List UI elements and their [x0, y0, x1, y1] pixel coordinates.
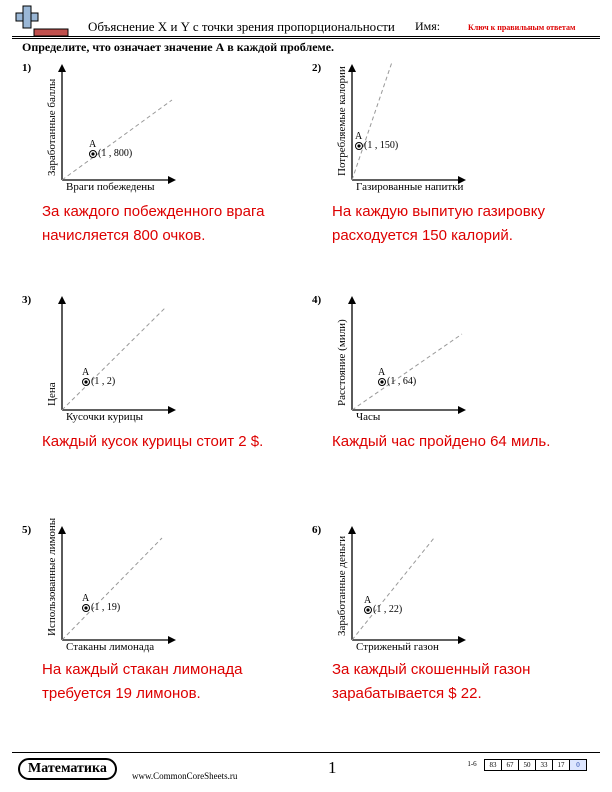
- site-url: www.CommonCoreSheets.ru: [132, 771, 238, 781]
- y-axis-label: Потребляемые калории: [336, 66, 348, 176]
- name-label: Имя:: [415, 19, 441, 33]
- point-coordinates: (1 , 19): [91, 602, 121, 613]
- score-cell: 33: [535, 759, 553, 771]
- x-axis-arrow: [458, 406, 466, 414]
- instruction-text: Определите, что означает значение А в каждой проблеме.: [22, 40, 335, 54]
- y-axis-arrow: [58, 64, 66, 72]
- point-a-label: A: [82, 367, 90, 378]
- score-cell: 17: [552, 759, 570, 771]
- x-axis-label: Кусочки курицы: [66, 411, 143, 423]
- problem-3: [22, 294, 312, 504]
- problem-number: 3): [22, 294, 32, 306]
- proportional-line: [62, 100, 172, 180]
- problem-number: 4): [312, 294, 322, 306]
- y-axis-arrow: [348, 64, 356, 72]
- point-a-dot: [84, 606, 87, 609]
- proportional-line: [352, 538, 434, 640]
- point-coordinates: (1 , 150): [364, 140, 399, 151]
- point-coordinates: (1 , 22): [373, 604, 403, 615]
- answer-text: За каждый скошенный газон зарабатывается $ 22.: [332, 661, 531, 702]
- score-cell: 67: [501, 759, 519, 771]
- answer-text: На каждый стакан лимонада требуется 19 лимонов.: [42, 661, 243, 702]
- y-axis-arrow: [58, 526, 66, 534]
- point-a-label: A: [378, 367, 386, 378]
- problem-5: [22, 517, 312, 734]
- problem-6: [312, 524, 602, 734]
- y-axis-arrow: [348, 296, 356, 304]
- proportional-line: [352, 334, 462, 410]
- y-axis-arrow: [58, 296, 66, 304]
- score-cell: 0: [569, 759, 587, 771]
- point-a-dot: [357, 144, 360, 147]
- answer-text: На каждую выпитую газировку расходуется 150 калорий.: [332, 203, 545, 244]
- point-a-label: A: [82, 593, 90, 604]
- x-axis-label: Стриженый газон: [356, 641, 439, 653]
- header-divider-second: [12, 38, 600, 39]
- proportional-line: [352, 62, 392, 180]
- problem-4: [312, 294, 602, 504]
- score-range: 1-6: [467, 760, 477, 768]
- page-number: 1: [328, 758, 337, 777]
- score-cell: 50: [518, 759, 536, 771]
- problem-number: 6): [312, 524, 322, 536]
- answer-text: Каждый час пройдено 64 миль.: [332, 433, 551, 450]
- point-a-label: A: [89, 139, 97, 150]
- x-axis-label: Часы: [356, 411, 381, 423]
- proportional-line: [62, 538, 162, 640]
- x-axis-arrow: [168, 636, 176, 644]
- point-coordinates: (1 , 2): [91, 376, 116, 387]
- problem-number: 2): [312, 62, 322, 74]
- proportional-line: [62, 308, 165, 410]
- x-axis-label: Стаканы лимонада: [66, 641, 155, 653]
- x-axis-label: Газированные напитки: [356, 181, 464, 193]
- x-axis-label: Враги побежедены: [66, 181, 155, 193]
- problem-number: 1): [22, 62, 32, 74]
- point-a-dot: [380, 380, 383, 383]
- header-divider: [12, 36, 600, 37]
- x-axis-arrow: [458, 636, 466, 644]
- score-cell: 83: [484, 759, 502, 771]
- point-a-dot: [366, 608, 369, 611]
- point-a-label: A: [355, 131, 363, 142]
- answer-text: Каждый кусок курицы стоит 2 $.: [42, 433, 264, 450]
- answer-text: За каждого побежденного врага начисляется 800 очков.: [42, 203, 265, 244]
- y-axis-label: Заработанные баллы: [46, 78, 58, 176]
- y-axis-arrow: [348, 526, 356, 534]
- math-logo: [10, 3, 70, 39]
- footer-divider: [12, 752, 600, 753]
- x-axis-arrow: [168, 176, 176, 184]
- x-axis-arrow: [168, 406, 176, 414]
- score-table: [468, 759, 587, 771]
- brand-badge: Математика: [18, 758, 117, 780]
- point-coordinates: (1 , 800): [98, 148, 133, 159]
- problem-2: [312, 62, 602, 272]
- y-axis-label: Заработанные деньги: [336, 535, 348, 636]
- point-a-dot: [84, 380, 87, 383]
- answer-key-label: Ключ к правильным ответам: [468, 23, 576, 32]
- problem-number: 5): [22, 524, 32, 536]
- y-axis-label: Цена: [46, 382, 58, 406]
- y-axis-label: Расстояние (мили): [336, 319, 348, 406]
- point-a-dot: [91, 152, 94, 155]
- problem-1: [22, 62, 312, 272]
- worksheet-title: Объяснение X и Y с точки зрения пропорциональности: [88, 19, 395, 34]
- point-a-label: A: [364, 595, 372, 606]
- point-coordinates: (1 , 64): [387, 376, 417, 387]
- y-axis-label: Использованные лимоны: [46, 517, 58, 636]
